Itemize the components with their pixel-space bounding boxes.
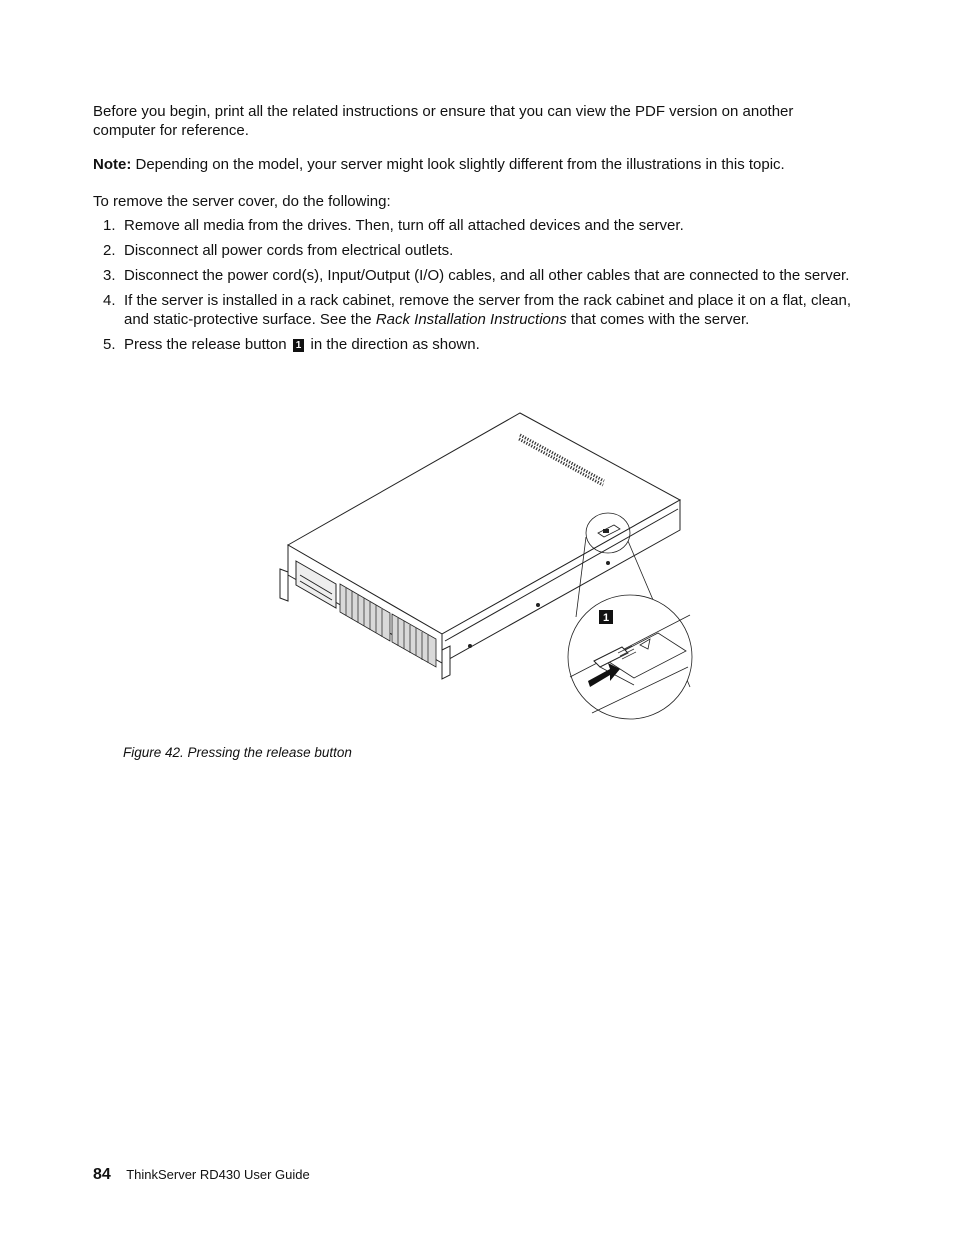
step-text-before: If the server is installed in a rack cabinet, remove the server from the rack cabinet and place it on a flat, clean, and static-protective surface. See the <box>124 292 852 328</box>
step-number: 3. <box>103 267 116 284</box>
procedure-lead-text: To remove the server cover, do the following: <box>93 193 391 210</box>
step-1 <box>93 216 853 235</box>
step-3 <box>93 266 853 285</box>
step-4 <box>93 291 853 329</box>
intro-text: Before you begin, print all the related instructions or ensure that you can view the PDF version on another computer for reference. <box>93 103 794 139</box>
page-number: 84 <box>93 1166 111 1183</box>
server-illustration <box>270 405 700 727</box>
step-2 <box>93 241 853 260</box>
release-button-zoom-view <box>568 595 692 719</box>
note-paragraph <box>93 155 853 174</box>
step-text: Disconnect all power cords from electrical outlets. <box>124 242 454 259</box>
step-text-after: that comes with the server. <box>566 311 750 328</box>
note-label: Note: <box>93 156 132 173</box>
procedure-lead <box>93 192 853 211</box>
rack-ear-left <box>280 569 288 601</box>
figure-callout-number: 1 <box>602 612 610 624</box>
step-number: 4. <box>103 292 116 309</box>
document-title: ThinkServer RD430 User Guide <box>126 1167 310 1182</box>
note-text: Depending on the model, your server might look slightly different from the illustrations in this topic. <box>135 156 785 173</box>
page-footer <box>93 1165 310 1184</box>
step-text: Disconnect the power cord(s), Input/Output (I/O) cables, and all other cables that are connected to the server. <box>124 267 850 284</box>
step-text-after: in the direction as shown. <box>306 336 480 353</box>
step-5 <box>93 335 853 354</box>
step-number: 5. <box>103 336 116 353</box>
intro-paragraph <box>93 102 853 140</box>
step-text-before: Press the release button <box>124 336 291 353</box>
step-number: 2. <box>103 242 116 259</box>
callout-badge: 1 <box>293 339 305 352</box>
step-number: 1. <box>103 217 116 234</box>
procedure-steps <box>93 216 853 360</box>
figure-caption: Figure 42. Pressing the release button <box>123 745 352 760</box>
rack-ear-right <box>442 646 450 679</box>
step-text: Remove all media from the drives. Then, turn off all attached devices and the server. <box>124 217 684 234</box>
server-diagram <box>270 405 700 727</box>
rack-instructions-reference: Rack Installation Instructions <box>375 311 567 328</box>
